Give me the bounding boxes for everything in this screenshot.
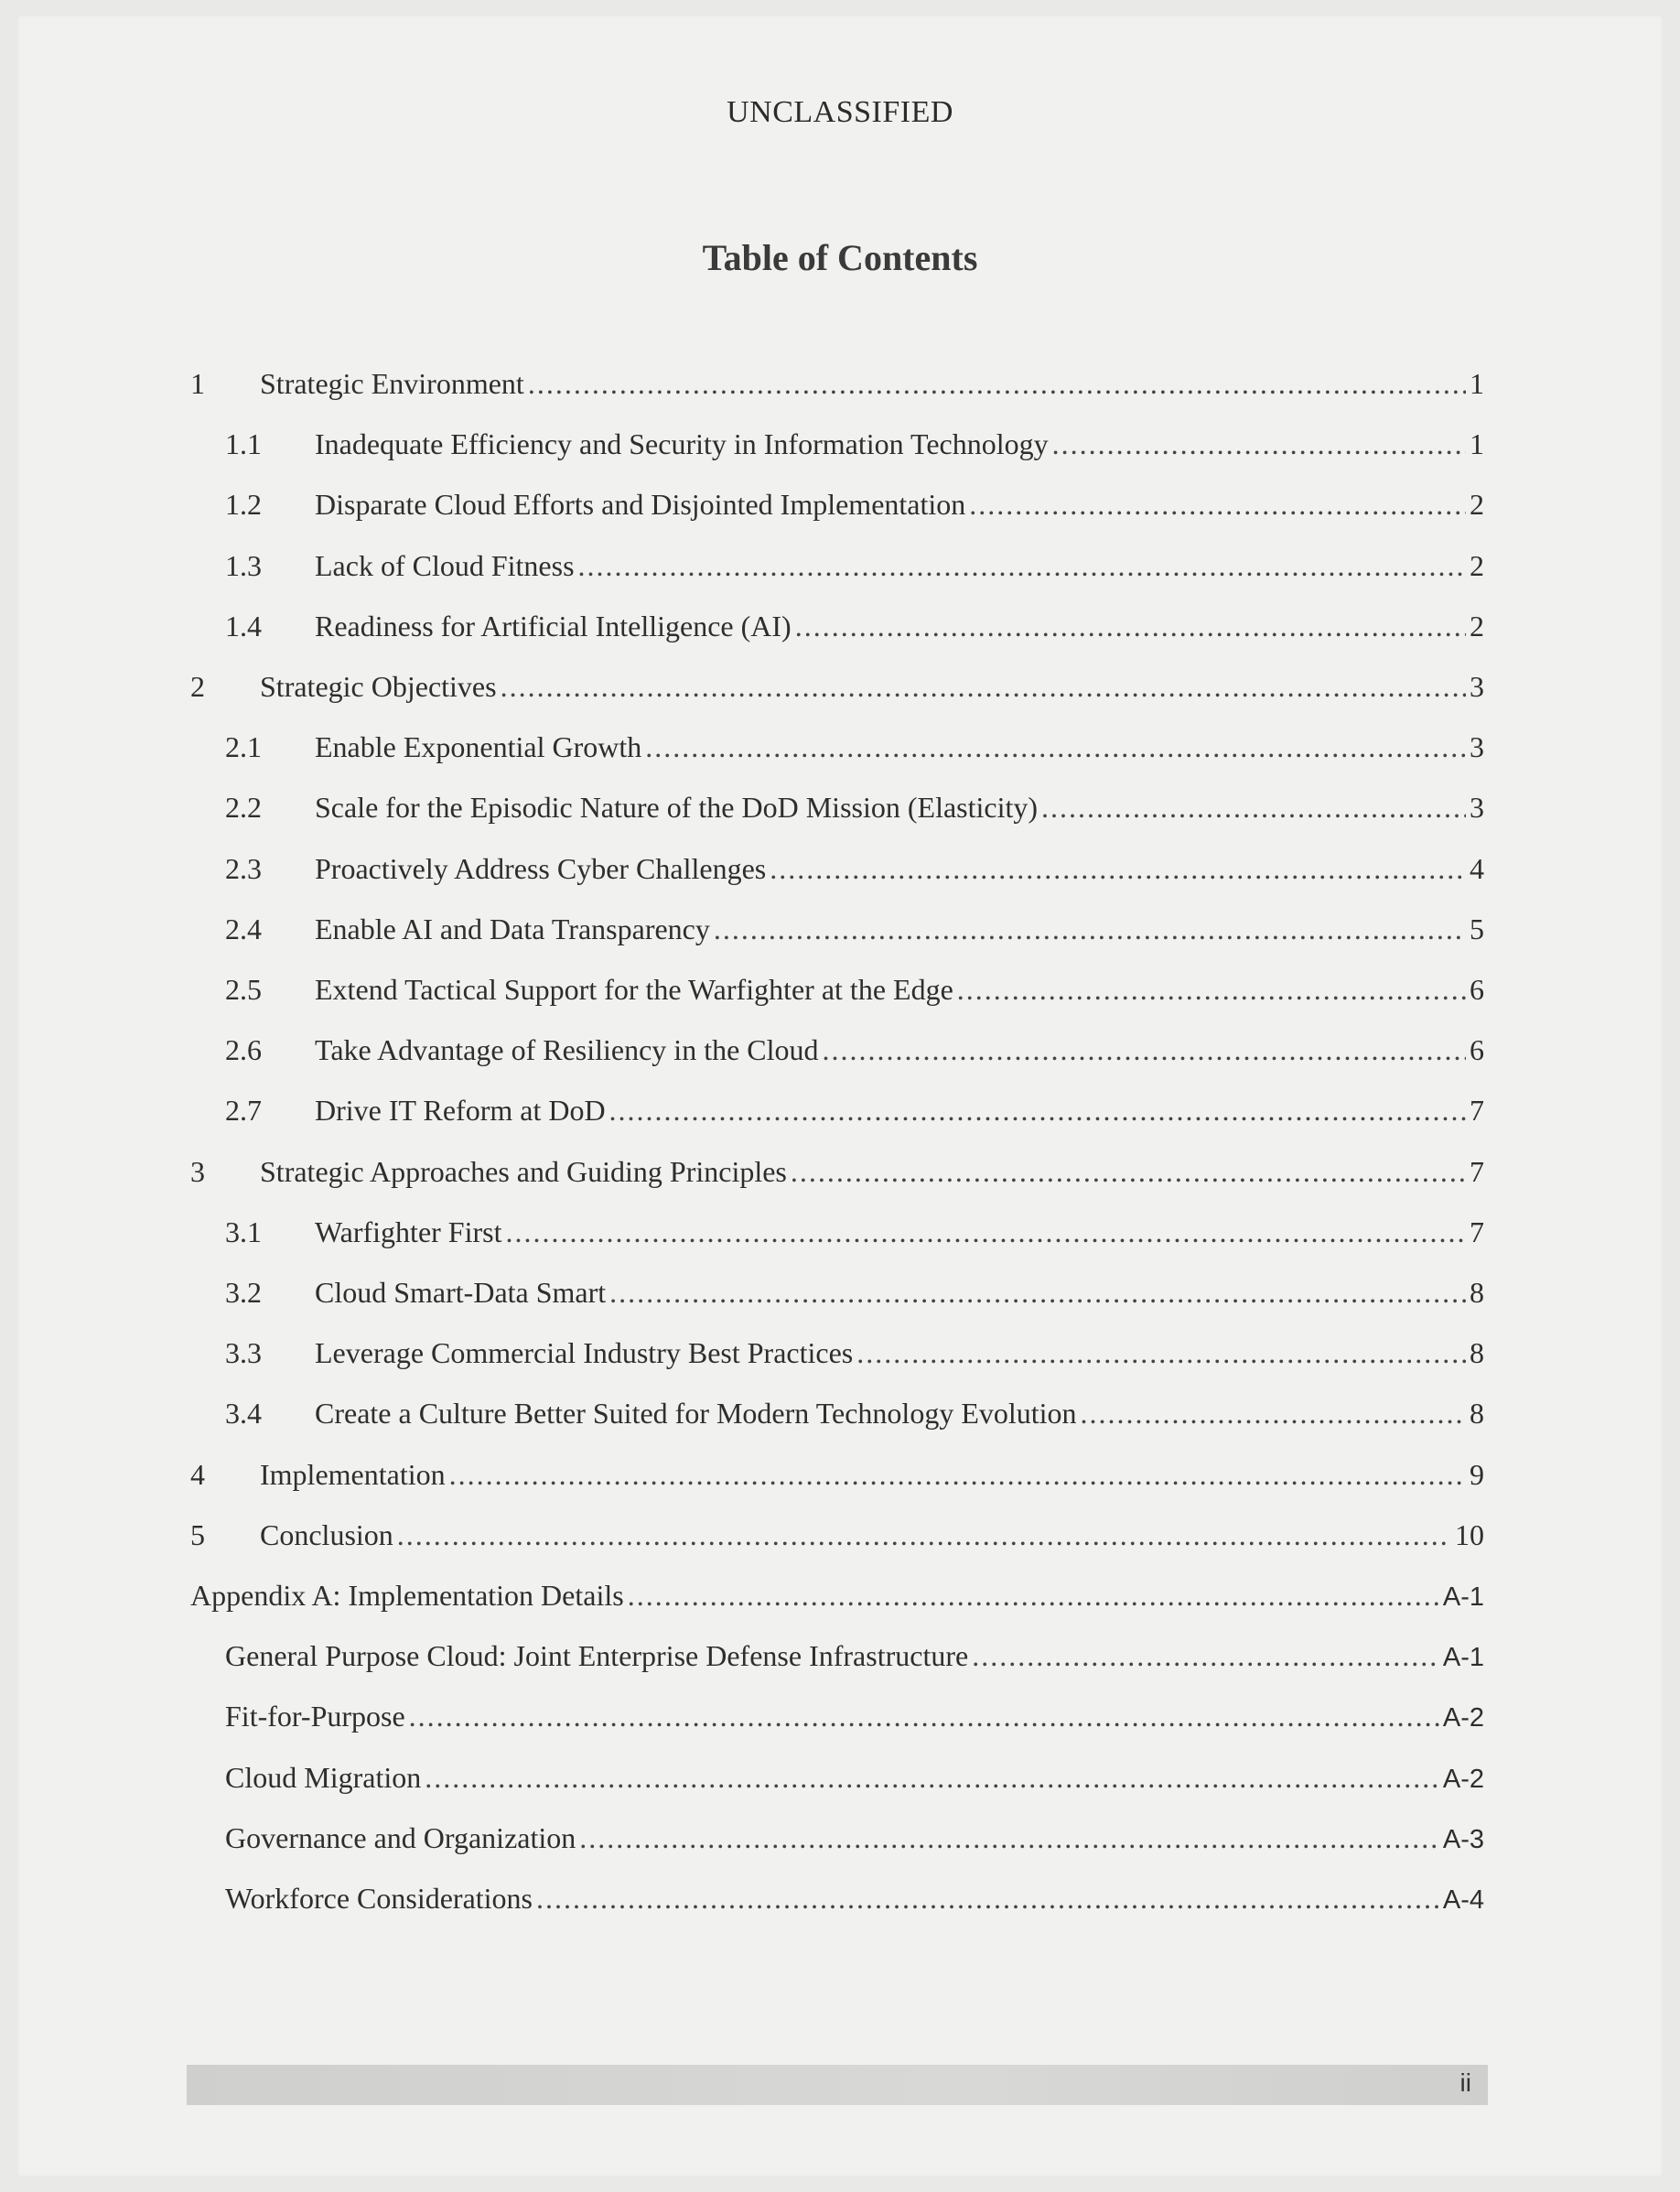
toc-dot-leader: [795, 603, 1466, 649]
toc-entry-number: 3.4: [225, 1397, 262, 1430]
toc-entry[interactable]: [225, 1390, 1484, 1436]
toc-entry[interactable]: [190, 664, 1484, 709]
toc-entry[interactable]: [190, 361, 1484, 406]
toc-entry-page: 5: [1470, 912, 1484, 945]
toc-entry-label: Fit-for-Purpose: [225, 1700, 405, 1733]
toc-entry[interactable]: [225, 1633, 1484, 1679]
toc-entry[interactable]: [225, 1693, 1484, 1739]
toc-entry[interactable]: [190, 1512, 1484, 1558]
toc-dot-leader: [505, 1209, 1466, 1255]
toc-dot-leader: [972, 1633, 1439, 1679]
toc-entry-number: 2.4: [225, 912, 262, 945]
toc-dot-leader: [823, 1027, 1466, 1073]
toc-entry-page: A-3: [1442, 1825, 1484, 1854]
toc-entry[interactable]: [225, 1269, 1484, 1315]
toc-entry-label: Strategic Approaches and Guiding Principles: [260, 1155, 787, 1188]
toc-entry-number: 2.2: [225, 791, 262, 824]
toc-entry-number: 1: [190, 367, 205, 400]
toc-entry-page: 3: [1470, 791, 1484, 824]
toc-entry[interactable]: [225, 1330, 1484, 1376]
toc-entry-page: 6: [1470, 973, 1484, 1006]
toc-entry-number: 3: [190, 1155, 205, 1188]
toc-entry[interactable]: [190, 1149, 1484, 1194]
toc-entry-label: Cloud Migration: [225, 1761, 422, 1794]
toc-entry-label: Implementation: [260, 1458, 446, 1491]
toc-entry[interactable]: [225, 784, 1484, 830]
toc-entry-label: Lack of Cloud Fitness: [315, 549, 575, 582]
toc-entry-page: 8: [1470, 1397, 1484, 1430]
toc-dot-leader: [791, 1149, 1466, 1194]
toc-entry[interactable]: [225, 1209, 1484, 1255]
toc-entry-page: 2: [1470, 549, 1484, 582]
toc-entry-label: Take Advantage of Resiliency in the Cloud: [315, 1033, 819, 1066]
toc-entry[interactable]: [225, 603, 1484, 649]
toc-entry[interactable]: [225, 966, 1484, 1012]
toc-entry-number: 2.3: [225, 852, 262, 885]
toc-entry[interactable]: [225, 906, 1484, 952]
toc-dot-leader: [397, 1512, 1451, 1558]
toc-entry-number: 4: [190, 1458, 205, 1491]
toc-entry-label: Workforce Considerations: [225, 1882, 533, 1915]
toc-entry-page: 7: [1470, 1094, 1484, 1127]
toc-dot-leader: [628, 1572, 1439, 1618]
toc-dot-leader: [449, 1452, 1466, 1497]
toc-entry[interactable]: [225, 1815, 1484, 1861]
toc-entry-number: 3.3: [225, 1336, 262, 1369]
toc-dot-leader: [528, 361, 1466, 406]
toc-dot-leader: [969, 481, 1466, 527]
toc-entry-label: Proactively Address Cyber Challenges: [315, 852, 767, 885]
toc-dot-leader: [579, 1815, 1439, 1861]
toc-entry[interactable]: [190, 1572, 1484, 1618]
toc-dot-leader: [645, 724, 1466, 770]
toc-entry-page: 10: [1455, 1518, 1484, 1551]
toc-entry-page: A-2: [1442, 1703, 1484, 1733]
classification-marking: UNCLASSIFIED: [727, 95, 953, 129]
toc-dot-leader: [501, 664, 1466, 709]
toc-entry-label: Conclusion: [260, 1518, 393, 1551]
toc-entry-page: 3: [1470, 730, 1484, 763]
toc-entry-label: General Purpose Cloud: Joint Enterprise Defense Infrastructure: [225, 1639, 969, 1672]
toc-dot-leader: [714, 906, 1466, 952]
toc-entry-number: 2.7: [225, 1094, 262, 1127]
toc-dot-leader: [1052, 421, 1466, 467]
toc-entry-page: 2: [1470, 488, 1484, 521]
toc-dot-leader: [578, 543, 1466, 588]
toc-entry-number: 2.5: [225, 973, 262, 1006]
toc-entry-label: Create a Culture Better Suited for Modern Technology Evolution: [315, 1397, 1077, 1430]
toc-entry[interactable]: [225, 481, 1484, 527]
toc-entry-page: 1: [1470, 367, 1484, 400]
toc-entry-number: 1.1: [225, 427, 262, 460]
toc-entry-page: A-1: [1442, 1582, 1484, 1612]
toc-entry-label: Enable AI and Data Transparency: [315, 912, 710, 945]
toc-entry-page: 8: [1470, 1276, 1484, 1309]
toc-entry-label: Cloud Smart-Data Smart: [315, 1276, 607, 1309]
toc-dot-leader: [1081, 1390, 1466, 1436]
toc-entry-number: 2.6: [225, 1033, 262, 1066]
toc-dot-leader: [609, 1269, 1466, 1315]
toc-entry[interactable]: [225, 543, 1484, 588]
toc-entry-page: A-2: [1442, 1765, 1484, 1794]
toc-entry-label: Strategic Objectives: [260, 670, 497, 703]
toc-entry-label: Strategic Environment: [260, 367, 524, 400]
toc-entry-page: 8: [1470, 1336, 1484, 1369]
toc-entry-page: 6: [1470, 1033, 1484, 1066]
toc-dot-leader: [1041, 784, 1466, 830]
toc-entry-label: Leverage Commercial Industry Best Practices: [315, 1336, 854, 1369]
toc-entry[interactable]: [190, 1452, 1484, 1497]
toc-entry-page: 9: [1470, 1458, 1484, 1491]
toc-entry-label: Drive IT Reform at DoD: [315, 1094, 606, 1127]
toc-entry-label: Readiness for Artificial Intelligence (AI): [315, 610, 792, 642]
toc-entry-page: 1: [1470, 427, 1484, 460]
toc-entry-number: 3.1: [225, 1215, 262, 1248]
toc-entry-label: Enable Exponential Growth: [315, 730, 642, 763]
toc-entry-page: 7: [1470, 1155, 1484, 1188]
toc-dot-leader: [770, 846, 1466, 891]
toc-entry-number: 1.2: [225, 488, 262, 521]
toc-entry-page: 3: [1470, 670, 1484, 703]
toc-entry-page: 2: [1470, 610, 1484, 642]
toc-entry-label: Warfighter First: [315, 1215, 502, 1248]
toc-dot-leader: [409, 1693, 1439, 1739]
toc-entry[interactable]: [225, 724, 1484, 770]
toc-entry-label: Appendix A: Implementation Details: [190, 1579, 624, 1612]
toc-entry-page: 7: [1470, 1215, 1484, 1248]
toc-entry[interactable]: [225, 846, 1484, 891]
toc-entry-label: Governance and Organization: [225, 1821, 576, 1854]
toc-dot-leader: [425, 1755, 1439, 1800]
toc-entry-page: A-4: [1442, 1885, 1484, 1915]
toc-entry[interactable]: [225, 1087, 1484, 1133]
toc-entry[interactable]: [225, 421, 1484, 467]
toc-entry-number: 1.4: [225, 610, 262, 642]
toc-dot-leader: [536, 1875, 1439, 1921]
toc-entry[interactable]: [225, 1755, 1484, 1800]
toc-dot-leader: [856, 1330, 1466, 1376]
page-number: ii: [1459, 2068, 1471, 2097]
toc-entry-page: 4: [1470, 852, 1484, 885]
toc-entry-number: 5: [190, 1518, 205, 1551]
toc-entry[interactable]: [225, 1875, 1484, 1921]
toc-entry-page: A-1: [1442, 1643, 1484, 1672]
toc-dot-leader: [957, 966, 1466, 1012]
page-title: Table of Contents: [702, 237, 978, 278]
toc-dot-leader: [609, 1087, 1466, 1133]
toc-entry-label: Scale for the Episodic Nature of the DoD Mission (Elasticity): [315, 791, 1039, 824]
toc-entry-number: 2.1: [225, 730, 262, 763]
toc-entry-number: 3.2: [225, 1276, 262, 1309]
toc-entry-number: 2: [190, 670, 205, 703]
toc-entry-number: 1.3: [225, 549, 262, 582]
toc-entry-label: Extend Tactical Support for the Warfighter at the Edge: [315, 973, 953, 1006]
toc-entry-label: Inadequate Efficiency and Security in Information Technology: [315, 427, 1049, 460]
toc-entry-label: Disparate Cloud Efforts and Disjointed Implementation: [315, 488, 966, 521]
toc-entry[interactable]: [225, 1027, 1484, 1073]
footer-bar: [187, 2065, 1488, 2105]
